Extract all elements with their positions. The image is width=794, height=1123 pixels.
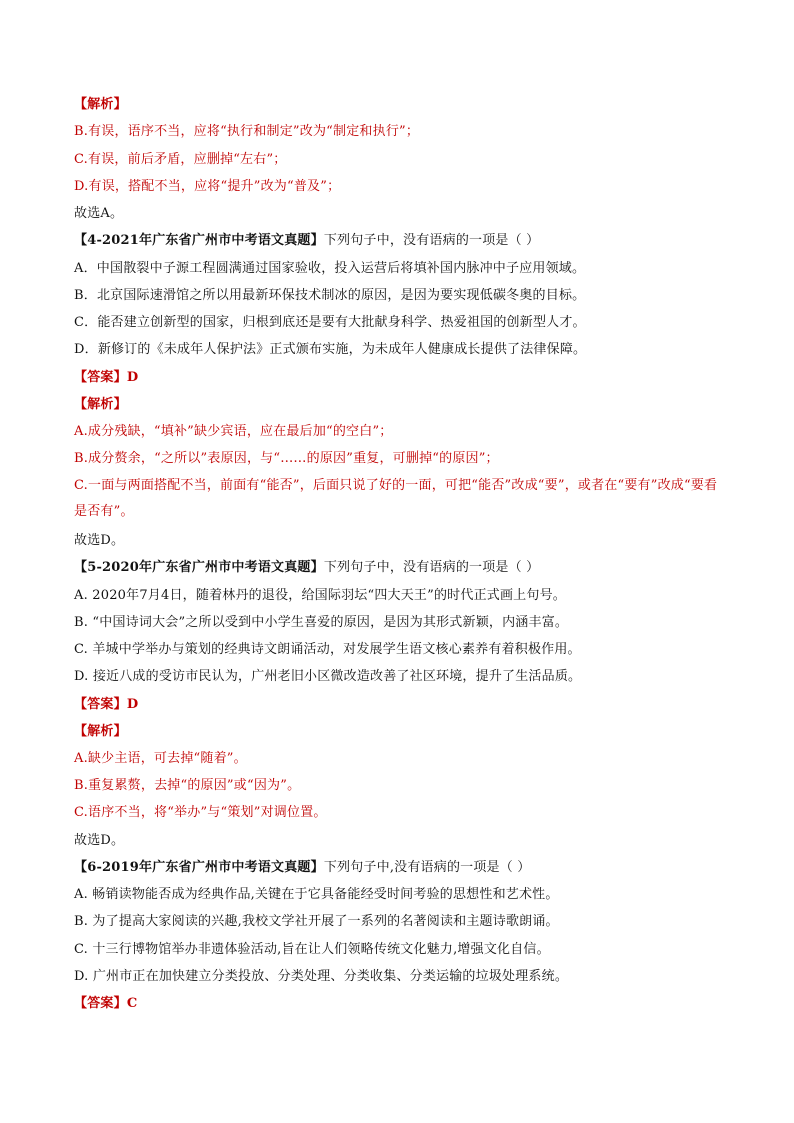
analysis-item: B.重复累赘，去掉“的原因”或“因为”。 xyxy=(74,778,301,793)
option-d: D. 接近八成的受访市民认为，广州老旧小区微改造改善了社区环境，提升了生活品质。 xyxy=(74,669,582,684)
option-b: B. 为了提高大家阅读的兴趣,我校文学社开展了一系列的名著阅读和主题诗歌朗诵。 xyxy=(74,914,559,929)
answer-label: 【答案】 xyxy=(74,697,127,712)
analysis-item: C.一面与两面搭配不当，前面有“能否”，后面只说了好的一面，可把“能否”改成“要”，或者在“要有”改成“要看是否有”。 xyxy=(74,478,718,519)
conclusion: 故选D。 xyxy=(74,833,125,848)
analysis-item: A.成分残缺，“填补”缺少宾语，应在最后加“的空白”； xyxy=(74,424,393,439)
analysis-item: B.有误，语序不当，应将“执行和制定”改为“制定和执行”； xyxy=(74,124,420,139)
answer-label: 【答案】 xyxy=(74,996,127,1011)
option-d: D. 广州市正在加快建立分类投放、分类处理、分类收集、分类运输的垃圾处理系统。 xyxy=(74,969,569,984)
option-b: B．北京国际速滑馆之所以用最新环保技术制冰的原因，是因为要实现低碳冬奥的目标。 xyxy=(74,288,586,303)
option-a: A．中国散裂中子源工程圆满通过国家验收，投入运营后将填补国内脉冲中子应用领域。 xyxy=(74,261,586,276)
conclusion: 故选D。 xyxy=(74,533,125,548)
option-a: A. 2020年7月4日，随着林丹的退役，给国际羽坛“四大天王”的时代正式画上句号。 xyxy=(74,588,566,603)
option-d: D．新修订的《未成年人保护法》正式颁布实施，为未成年人健康成长提供了法律保障。 xyxy=(74,342,587,357)
analysis-item: A.缺少主语，可去掉“随着”。 xyxy=(74,751,247,766)
question-stem: 下列句子中，没有语病的一项是（ ） xyxy=(323,560,540,575)
answer-line xyxy=(74,696,138,714)
question-4-header xyxy=(74,232,539,250)
analysis-item: C.有误，前后矛盾，应删掉“左右”； xyxy=(74,152,287,167)
question-6-header xyxy=(74,859,531,877)
question-stem: 下列句子中,没有语病的一项是（ ） xyxy=(323,860,531,875)
option-c: C．能否建立创新型的国家，归根到底还是要有大批献身科学、热爱祖国的创新型人才。 xyxy=(74,315,586,330)
option-a: A. 畅销读物能否成为经典作品,关键在于它具备能经受时间考验的思想性和艺术性。 xyxy=(74,887,559,902)
option-c: C. 十三行博物馆举办非遗体验活动,旨在让人们领略传统文化魅力,增强文化自信。 xyxy=(74,942,550,957)
question-source: 【4-2021年广东省广州市中考语文真题】 xyxy=(74,233,324,248)
answer-line xyxy=(74,369,138,387)
analysis-heading: 【解析】 xyxy=(74,397,127,412)
option-b: B. “中国诗词大会”之所以受到中小学生喜爱的原因，是因为其形式新颖，内涵丰富。 xyxy=(74,615,569,630)
answer-value: D xyxy=(126,370,139,385)
question-source: 【5-2020年广东省广州市中考语文真题】 xyxy=(74,560,324,575)
answer-value: C xyxy=(126,996,138,1011)
answer-label: 【答案】 xyxy=(74,370,127,385)
option-c: C. 羊城中学举办与策划的经典诗文朗诵活动，对发展学生语文核心素养有着积极作用。 xyxy=(74,642,581,657)
analysis-item: D.有误，搭配不当，应将“提升”改为“普及”； xyxy=(74,179,341,194)
answer-value: D xyxy=(126,697,139,712)
analysis-heading: 【解析】 xyxy=(74,724,127,739)
question-source: 【6-2019年广东省广州市中考语文真题】 xyxy=(74,860,324,875)
question-stem: 下列句子中，没有语病的一项是（ ） xyxy=(323,233,540,248)
question-5-header xyxy=(74,559,539,577)
analysis-item: C.语序不当，将“举办”与“策划”对调位置。 xyxy=(74,805,327,820)
answer-line xyxy=(74,995,137,1013)
analysis-heading: 【解析】 xyxy=(74,97,127,112)
analysis-item: B.成分赘余，“之所以”表原因，与“……的原因”重复，可删掉“的原因”； xyxy=(74,451,499,466)
conclusion: 故选A。 xyxy=(74,206,124,221)
